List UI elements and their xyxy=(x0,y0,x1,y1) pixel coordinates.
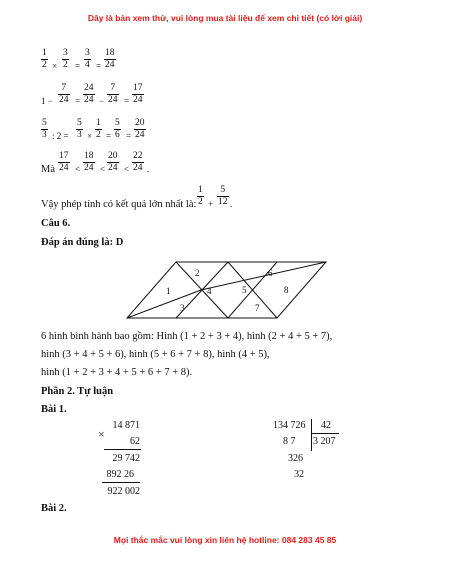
operator: × xyxy=(52,61,58,71)
times-sign: × xyxy=(98,427,105,441)
operator: − xyxy=(99,96,105,106)
operator: : 2 = xyxy=(52,131,69,141)
fraction: $\frac{5}{6}$ xyxy=(115,118,120,140)
fraction: $\frac{3}{2}$ xyxy=(63,48,68,70)
fraction: $\frac{5}{3}$ xyxy=(77,118,82,140)
remainder-step-3: 32 xyxy=(294,469,304,480)
remainder-step-1: 8 7 xyxy=(283,436,296,447)
remainder-step-2: 326 xyxy=(288,453,303,464)
footer-banner: Mọi thắc mắc vui lòng xin liên hệ hotline: 084 283 45 85 xyxy=(113,535,337,545)
rule-line xyxy=(104,449,141,450)
fraction: $\frac{3}{4}$ xyxy=(85,48,90,70)
explanation-line: hình (3 + 4 + 5 + 6), hình (5 + 6 + 7 + 8), hình (4 + 5), xyxy=(41,349,270,360)
operator: = xyxy=(96,61,102,71)
partial-product-2: 892 26 xyxy=(106,469,134,480)
operator: < xyxy=(124,164,130,174)
region-label-5: 5 xyxy=(242,285,247,295)
fraction: $\frac{5}{12}$ xyxy=(218,185,228,207)
rule-line xyxy=(102,482,140,483)
header-banner: Dây là bản xem thử, vui lòng mua tài liệu để xem chi tiết (có lời giải) xyxy=(87,13,363,23)
region-label-4: 4 xyxy=(207,286,212,296)
fraction: $\frac{1}{2}$ xyxy=(198,185,203,207)
figure-line xyxy=(127,290,201,318)
operator: = xyxy=(124,96,130,106)
fraction: $\frac{7}{24}$ xyxy=(108,83,118,105)
fraction: $\frac{7}{24}$ xyxy=(59,83,69,105)
operator: = xyxy=(126,131,132,141)
operator: < xyxy=(100,164,106,174)
period: . xyxy=(230,199,233,209)
operator: = xyxy=(106,131,112,141)
fraction: $\frac{20}{24}$ xyxy=(108,151,118,173)
section-heading: Phần 2. Tự luận xyxy=(41,386,114,397)
comparison-label: Mà xyxy=(41,164,55,175)
fraction: $\frac{1}{2}$ xyxy=(96,118,101,140)
fraction: $\frac{22}{24}$ xyxy=(133,151,143,173)
explanation-line: 6 hình bình hành bao gồm: Hình (1 + 2 + 3 + 4), hình (2 + 4 + 5 + 7), xyxy=(41,331,333,342)
operator: = xyxy=(75,96,81,106)
fraction: $\frac{17}{24}$ xyxy=(59,151,69,173)
operator: < xyxy=(75,164,81,174)
multiplicand: 14 871 xyxy=(112,420,140,431)
region-label-3: 3 xyxy=(180,303,185,313)
operator: 1 − xyxy=(41,96,53,106)
product: 922 002 xyxy=(107,486,140,497)
period: . xyxy=(147,164,150,174)
exercise-heading: Bài 1. xyxy=(41,404,67,415)
multiplier: 62 xyxy=(130,436,140,447)
region-label-7: 7 xyxy=(255,303,260,313)
answer-line: Đáp án đúng là: D xyxy=(41,237,124,248)
explanation-line: hình (1 + 2 + 3 + 4 + 5 + 6 + 7 + 8). xyxy=(41,367,193,378)
partial-product-1: 29 742 xyxy=(112,453,140,464)
dividend: 134 726 xyxy=(273,420,306,431)
divisor: 42 xyxy=(321,420,331,431)
fraction: $\frac{5}{3}$ xyxy=(42,118,47,140)
division-rule xyxy=(311,433,339,434)
division-bar xyxy=(311,419,312,451)
conclusion-text: Vậy phép tính có kết quả lớn nhất là: xyxy=(41,199,197,210)
operator: = xyxy=(75,61,81,71)
fraction: $\frac{17}{24}$ xyxy=(133,83,143,105)
fraction: $\frac{18}{24}$ xyxy=(84,151,94,173)
fraction: $\frac{24}{24}$ xyxy=(84,83,94,105)
fraction: $\frac{1}{2}$ xyxy=(42,48,47,70)
operator: + xyxy=(208,199,214,209)
quotient: 3 207 xyxy=(313,436,336,447)
region-label-8: 8 xyxy=(284,285,289,295)
region-label-2: 2 xyxy=(195,268,200,278)
exercise-heading: Bài 2. xyxy=(41,503,67,514)
figure-lines xyxy=(127,262,326,318)
operator: × xyxy=(87,131,93,141)
figure-line xyxy=(201,262,326,290)
outer-parallelogram xyxy=(127,262,326,318)
region-label-1: 1 xyxy=(166,286,171,296)
region-label-6: 6 xyxy=(268,268,273,278)
fraction: $\frac{18}{24}$ xyxy=(105,48,115,70)
question-heading: Câu 6. xyxy=(41,218,71,229)
fraction: $\frac{20}{24}$ xyxy=(135,118,145,140)
